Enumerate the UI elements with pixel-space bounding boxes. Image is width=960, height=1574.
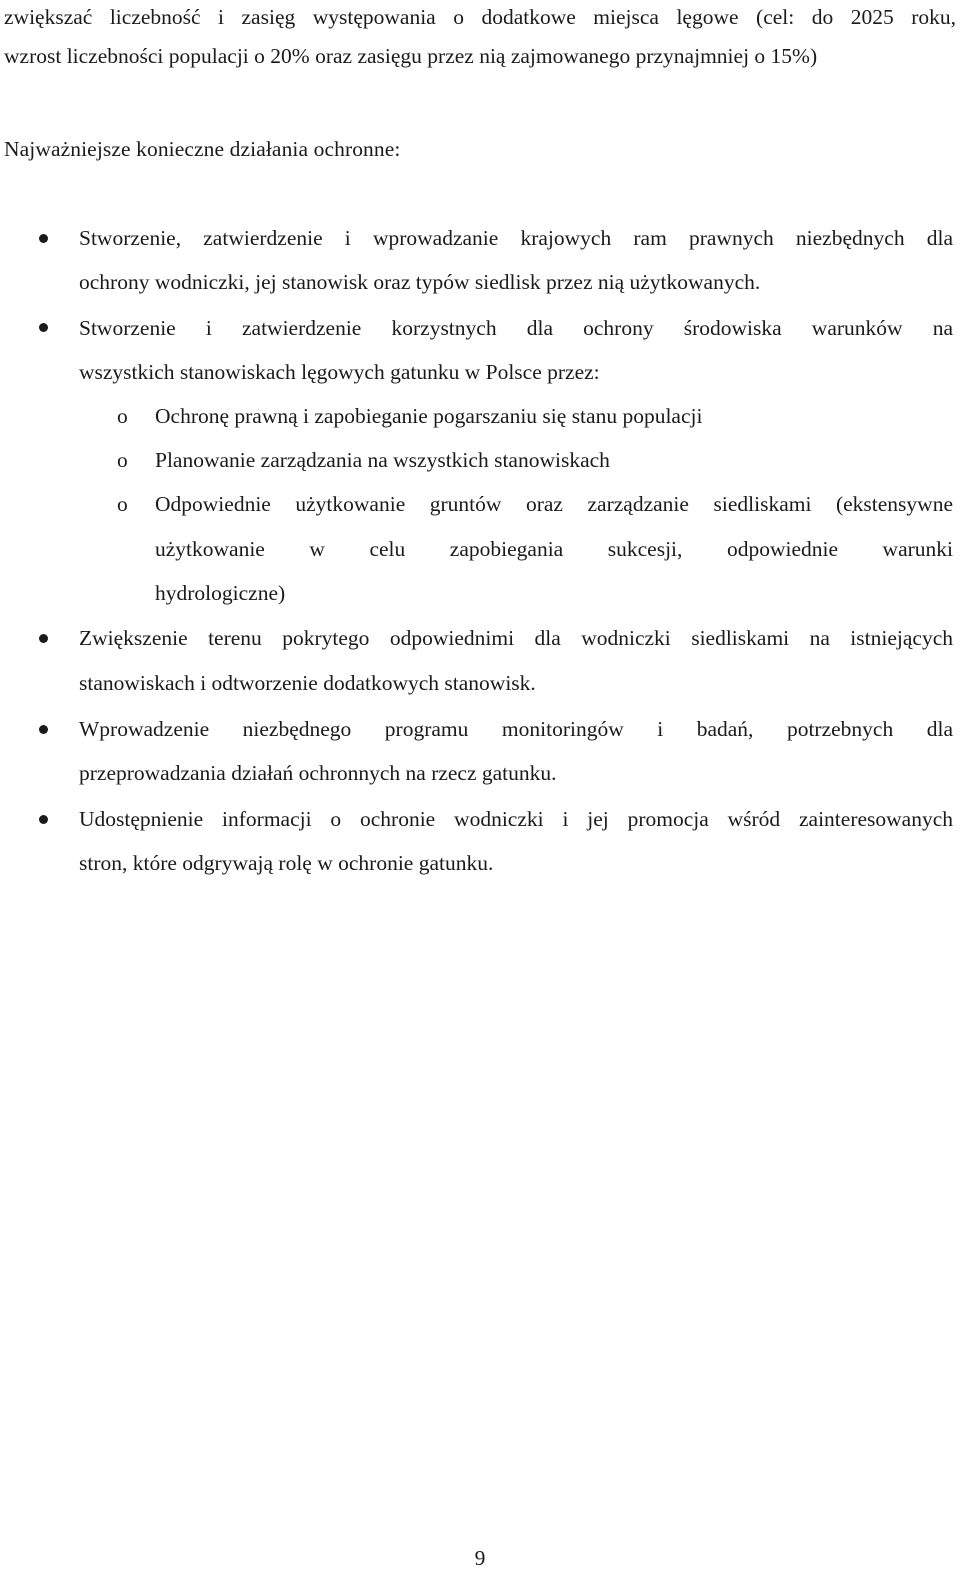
intro-line-2: wzrost liczebności populacji o 20% oraz zasięgu przez nią zajmowanego przynajmniej o 15%) <box>4 44 818 68</box>
bullet-icon <box>39 234 48 243</box>
bullet-1-line-2: ochrony wodniczki, jej stanowisk oraz typów siedlisk przez nią użytkowanych. <box>79 270 761 294</box>
sub-item-3-line-3: hydrologiczne) <box>155 581 286 605</box>
bullet-1-line-1: Stworzenie, zatwierdzenie i wprowadzanie krajowych ram prawnych niezbędnych dla <box>79 226 953 250</box>
sub-item-3-line-2: użytkowanie w celu zapobiegania sukcesji, odpowiednie warunki <box>155 537 953 561</box>
sub-item-3-line-1: Odpowiednie użytkowanie gruntów oraz zarządzanie siedliskami (ekstensywne <box>155 492 953 516</box>
bullet-icon <box>39 725 48 734</box>
section-heading: Najważniejsze konieczne działania ochronne: <box>4 137 401 161</box>
bullet-5-line-2: stron, które odgrywają rolę w ochronie gatunku. <box>79 851 494 875</box>
bullet-4-line-2: przeprowadzania działań ochronnych na rzecz gatunku. <box>79 761 557 785</box>
intro-line-1: zwiększać liczebność i zasięg występowania o dodatkowe miejsca lęgowe (cel: do 2025 roku, <box>4 5 956 29</box>
bullet-icon <box>39 323 48 332</box>
bullet-icon <box>39 815 48 824</box>
page-number: 9 <box>474 1546 486 1570</box>
sub-item-marker: o <box>117 492 128 516</box>
bullet-2-line-2: wszystkich stanowiskach lęgowych gatunku w Polsce przez: <box>79 360 600 384</box>
sub-item-marker: o <box>117 448 128 472</box>
bullet-5-line-1: Udostępnienie informacji o ochronie wodniczki i jej promocja wśród zainteresowanych <box>79 807 953 831</box>
bullet-icon <box>39 634 48 643</box>
bullet-3-line-1: Zwiększenie terenu pokrytego odpowiednimi dla wodniczki siedliskami na istniejących <box>79 626 953 650</box>
sub-item-1-line-1: Ochronę prawną i zapobieganie pogarszaniu się stanu populacji <box>155 404 703 428</box>
bullet-2-line-1: Stworzenie i zatwierdzenie korzystnych dla ochrony środowiska warunków na <box>79 316 953 340</box>
sub-item-2-line-1: Planowanie zarządzania na wszystkich stanowiskach <box>155 448 610 472</box>
bullet-4-line-1: Wprowadzenie niezbędnego programu monitoringów i badań, potrzebnych dla <box>79 717 953 741</box>
bullet-3-line-2: stanowiskach i odtworzenie dodatkowych stanowisk. <box>79 671 536 695</box>
sub-item-marker: o <box>117 404 128 428</box>
